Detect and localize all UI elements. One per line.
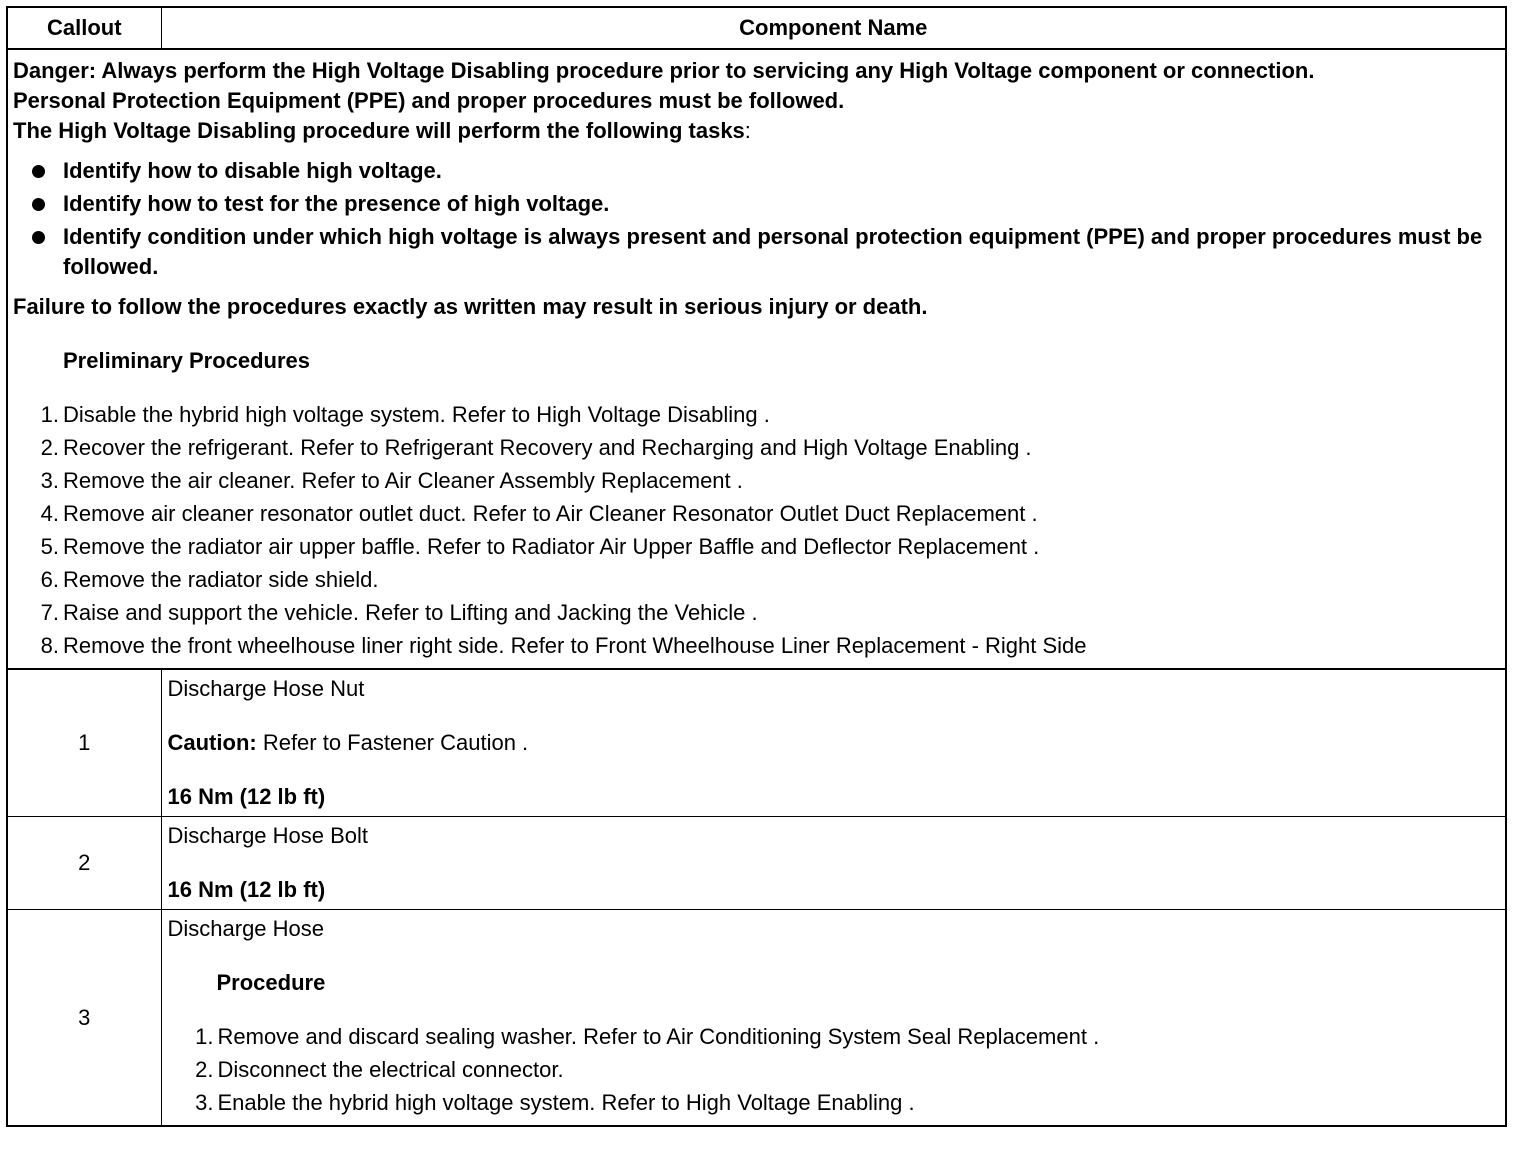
list-item <box>13 466 1499 496</box>
step-number: 2. <box>40 435 59 460</box>
step-text: Disable the hybrid high voltage system. Refer to High Voltage Disabling . <box>63 402 770 427</box>
step-text: Recover the refrigerant. Refer to Refrigerant Recovery and Recharging and High Voltage Enabling . <box>63 435 1032 460</box>
list-item <box>13 532 1499 562</box>
callout-number: 2 <box>7 817 161 910</box>
preliminary-heading: Preliminary Procedures <box>63 348 311 373</box>
table-row <box>7 910 1506 1127</box>
preliminary-steps <box>13 400 1499 661</box>
failure-warning: Failure to follow the procedures exactly as written may result in serious injury or death. <box>13 294 928 319</box>
callout-number: 3 <box>7 910 161 1127</box>
caution-note <box>168 728 1500 758</box>
step-number: 6. <box>40 567 59 592</box>
caution-text: Refer to Fastener Caution . <box>256 730 529 755</box>
list-item <box>13 433 1499 463</box>
component-name: Discharge Hose <box>167 916 325 941</box>
list-item <box>13 156 1499 186</box>
procedure-steps <box>168 1022 1500 1118</box>
step-number: 1. <box>40 402 59 427</box>
danger-line: Danger: Always perform the High Voltage Disabling procedure prior to servicing any High Voltage component or connection. <box>13 58 1315 83</box>
table-row <box>7 817 1506 910</box>
step-text: Remove and discard sealing washer. Refer to Air Conditioning System Seal Replacement . <box>217 1024 1100 1049</box>
bullet-text: Identify how to disable high voltage. <box>63 158 442 183</box>
step-number: 4. <box>40 501 59 526</box>
step-text: Enable the hybrid high voltage system. Refer to High Voltage Enabling . <box>217 1090 915 1115</box>
step-number: 1. <box>195 1024 214 1049</box>
caution-label: Caution: <box>167 730 257 755</box>
step-text: Disconnect the electrical connector. <box>217 1057 564 1082</box>
list-item <box>168 1055 1500 1085</box>
danger-cell <box>7 49 1506 669</box>
list-item <box>13 631 1499 661</box>
list-item <box>168 1022 1500 1052</box>
header-row <box>7 7 1506 49</box>
step-text: Remove the radiator air upper baffle. Refer to Radiator Air Upper Baffle and Deflector Replacement . <box>63 534 1040 559</box>
callout-number: 1 <box>7 669 161 817</box>
step-text: Remove the air cleaner. Refer to Air Cleaner Assembly Replacement . <box>63 468 743 493</box>
step-text: Remove the radiator side shield. <box>63 567 379 592</box>
torque-spec: 16 Nm (12 lb ft) <box>167 877 326 902</box>
component-cell <box>161 817 1506 910</box>
component-cell <box>161 910 1506 1127</box>
list-item <box>13 499 1499 529</box>
bullet-icon <box>32 198 45 211</box>
list-item <box>168 1088 1500 1118</box>
danger-row <box>7 49 1506 669</box>
tasks-intro-text: The High Voltage Disabling procedure will perform the following tasks <box>13 118 745 143</box>
list-item <box>13 222 1499 282</box>
bullet-icon <box>32 231 45 244</box>
step-number: 5. <box>40 534 59 559</box>
step-number: 2. <box>195 1057 214 1082</box>
step-number: 7. <box>40 600 59 625</box>
component-name: Discharge Hose Bolt <box>167 823 369 848</box>
tasks-intro-colon: : <box>744 118 751 143</box>
table-row <box>7 669 1506 817</box>
bullet-icon <box>32 165 45 178</box>
procedure-heading: Procedure <box>216 970 326 995</box>
bullet-text: Identify condition under which high voltage is always present and personal protection equipment (PPE) and proper procedures must be followed. <box>63 224 1483 279</box>
callout-header: Callout <box>7 7 161 49</box>
step-text: Remove the front wheelhouse liner right side. Refer to Front Wheelhouse Liner Replacement - Right Side <box>63 633 1087 658</box>
bullet-text: Identify how to test for the presence of high voltage. <box>63 191 610 216</box>
component-name: Discharge Hose Nut <box>167 676 365 701</box>
step-text: Remove air cleaner resonator outlet duct. Refer to Air Cleaner Resonator Outlet Duct Replacement . <box>63 501 1038 526</box>
list-item <box>13 598 1499 628</box>
task-bullet-list <box>13 156 1499 282</box>
step-number: 3. <box>195 1090 214 1115</box>
step-number: 8. <box>40 633 59 658</box>
component-table <box>6 6 1507 1127</box>
step-text: Raise and support the vehicle. Refer to Lifting and Jacking the Vehicle . <box>63 600 758 625</box>
ppe-line: Personal Protection Equipment (PPE) and proper procedures must be followed. <box>13 88 845 113</box>
list-item <box>13 400 1499 430</box>
tasks-intro <box>13 116 1499 146</box>
torque-spec: 16 Nm (12 lb ft) <box>167 784 326 809</box>
list-item <box>13 189 1499 219</box>
component-name-header: Component Name <box>161 7 1506 49</box>
component-cell <box>161 669 1506 817</box>
step-number: 3. <box>40 468 59 493</box>
list-item <box>13 565 1499 595</box>
